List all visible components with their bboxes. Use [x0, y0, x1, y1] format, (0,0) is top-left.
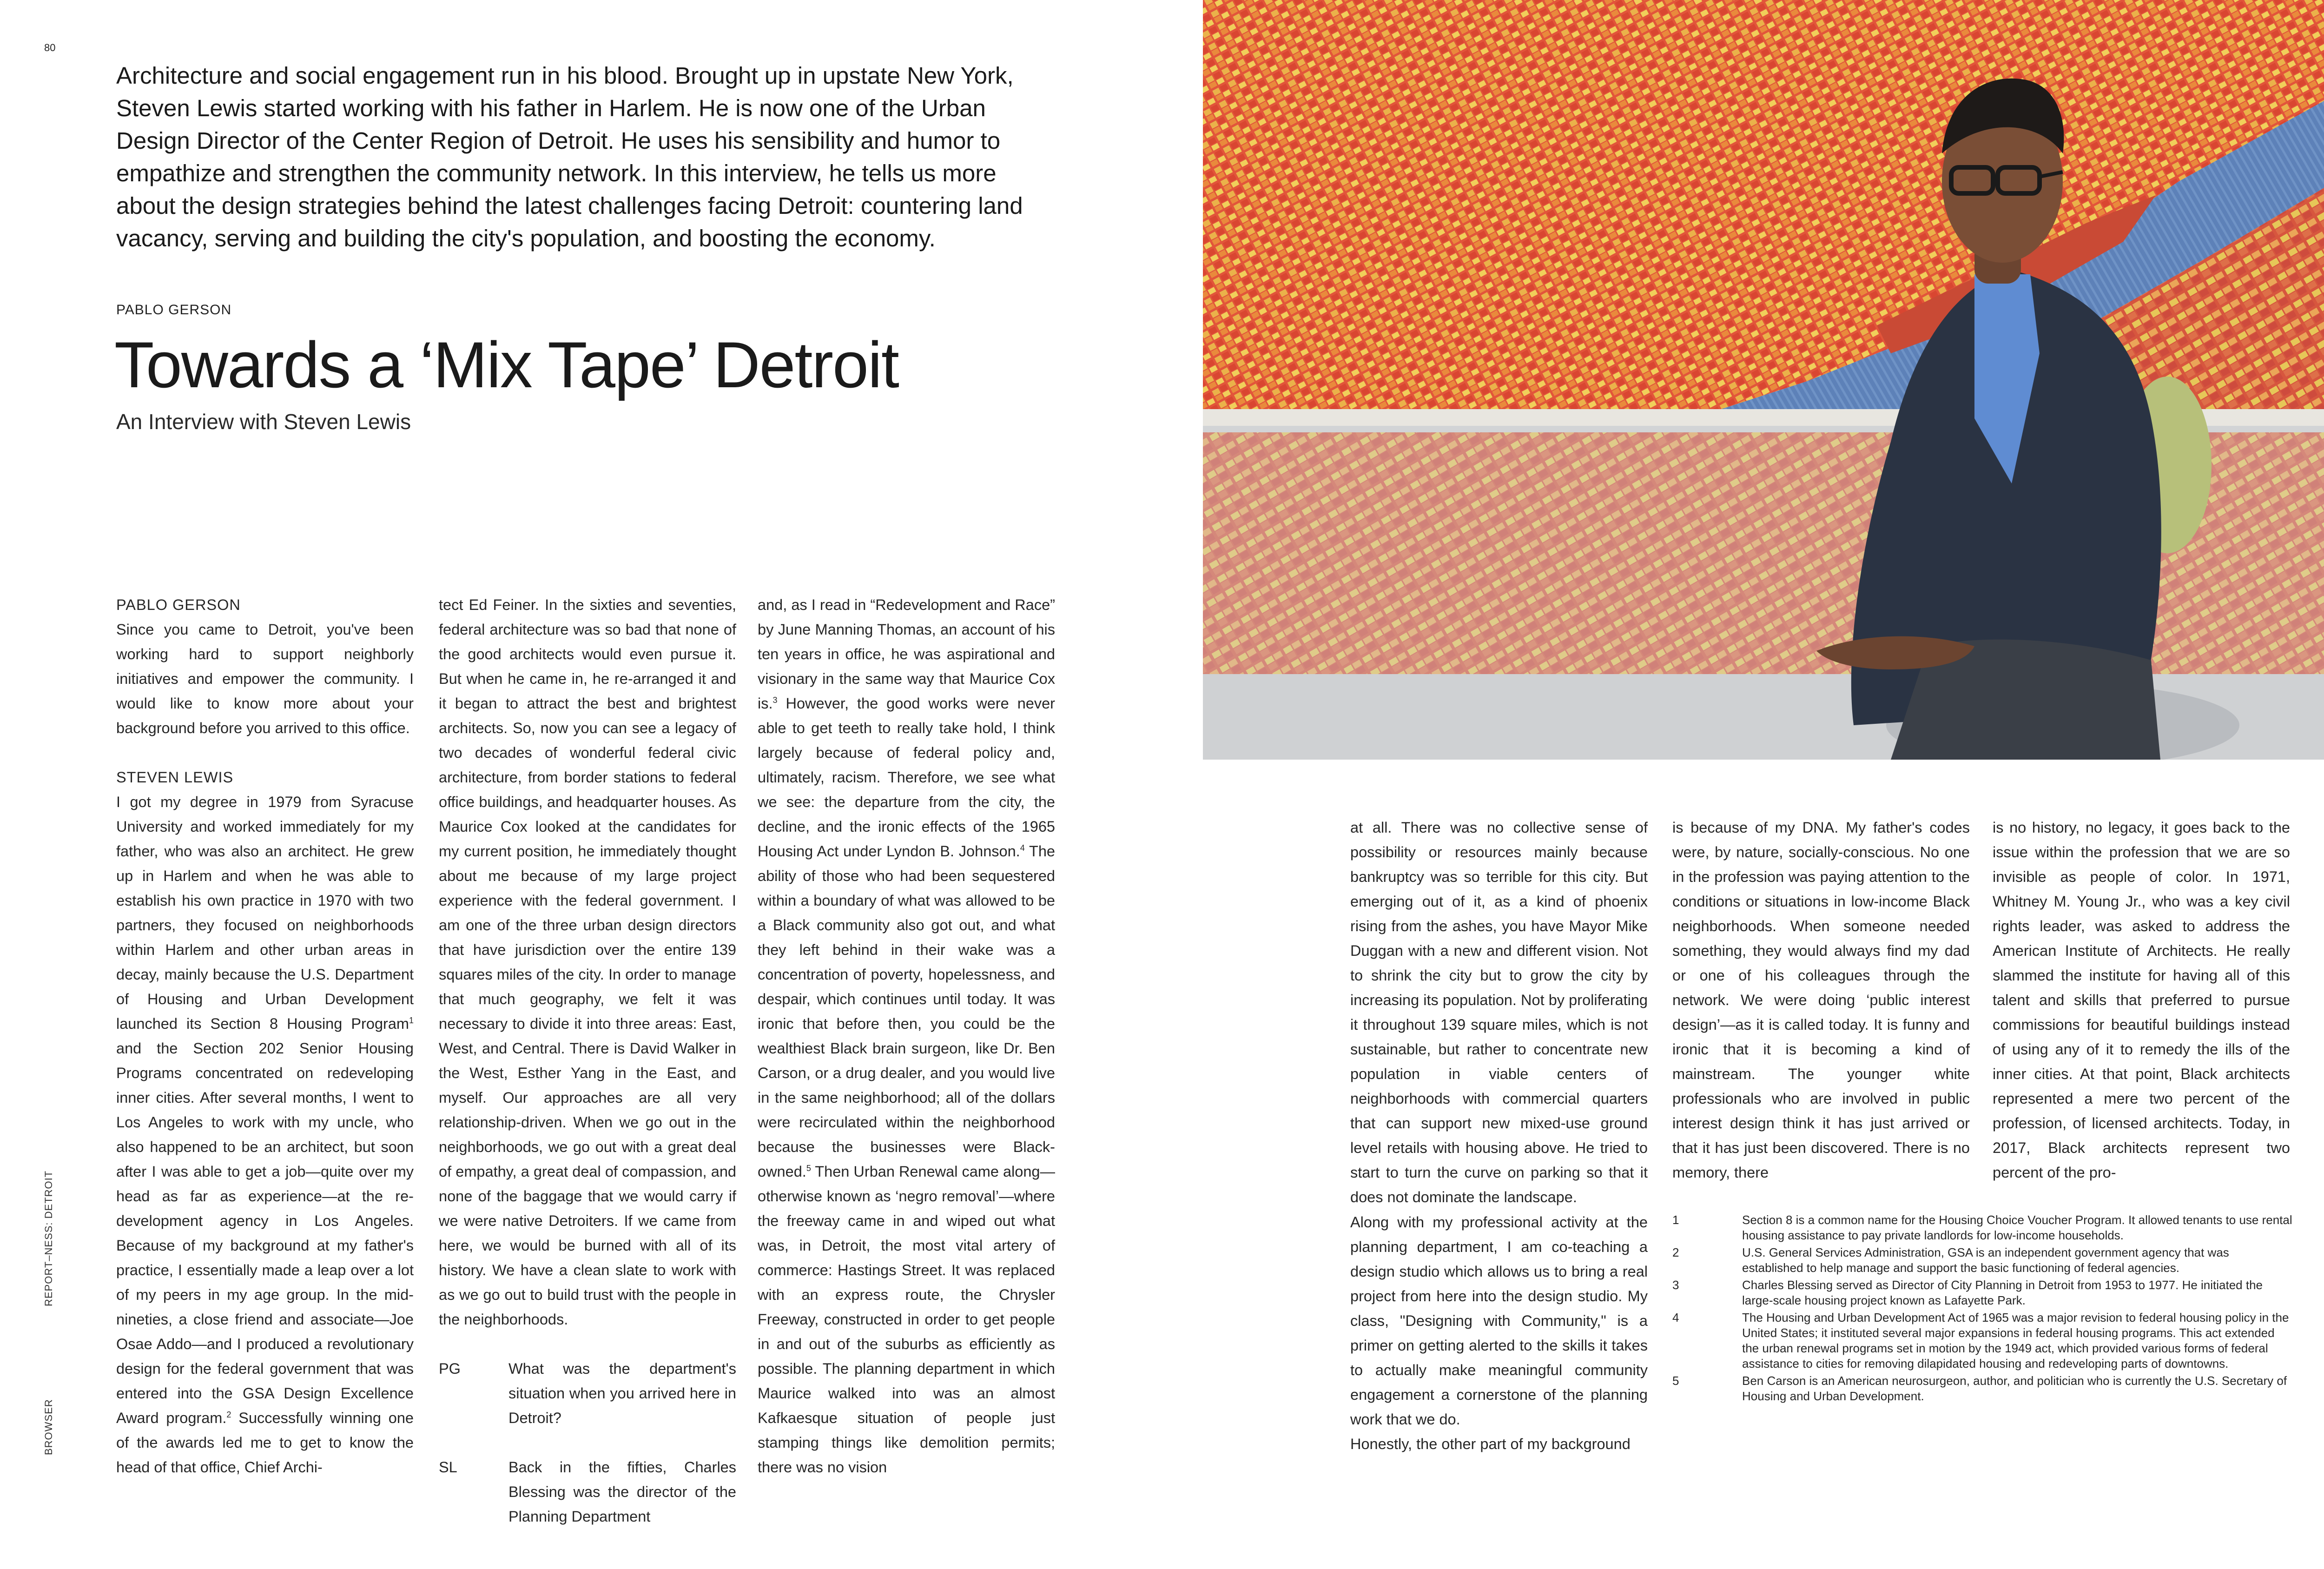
byline: PABLO GERSON	[116, 302, 232, 318]
answer-text: and, as I read in “Redevelopment and Race” by June Manning Thomas, an account of his ten years in office, he was aspirational and visionary in the same way that Maurice Cox is.$^3$ However, the good works were never able to get teeth to really take hold, I think largely because of federal policy and, ultimately, racism. Therefore, we see what we see: the departure from the city, the decline, and the ironic effects of the 1965 Housing Act under Lyndon B. Johnson.$^4$ The ability of those who had been sequestered within a boundary of what was allowed to be a Black community also got out, and what they left behind in their wake was a concentration of poverty, hopelessness, and despair, which continues until today. It was ironic that before then, you could be the wealthiest Black brain surgeon, like Dr. Ben Carson, or a drug dealer, and you would live in the same neighborhood; all of the dollars were recirculated within the neighborhood because the businesses were Black-owned.$^5$ Then Urban Renewal came along—otherwise known as ‘negro removal’—where the freeway came in and wiped out what was, in Detroit, the most vital artery of commerce: Hastings Street. It was replaced with an express route, the Chrysler Freeway, constructed in order to get people in and out of the suburbs as efficiently as possible. The planning department in which Maurice walked into was an almost Kafkaesque situation of people just stamping things like demolition permits; there was no vision	[758, 596, 1055, 1476]
body-column-4-continued	[1350, 1210, 1648, 1456]
footnote: 3 Charles Blessing served as Director of City Planning in Detroit from 1953 to 1977. He initiated the large-scale housing project known as Lafayette Park.	[1672, 1278, 2263, 1307]
footnote-ref: 1	[409, 1016, 414, 1026]
body-column-1	[116, 593, 414, 1480]
photo-illustration	[1203, 0, 2324, 760]
speaker-tag: PG	[439, 1360, 461, 1377]
footnote-ref: 5	[806, 1164, 811, 1173]
article-title: Towards a ‘Mix Tape’ Detroit	[114, 328, 898, 401]
footnote-ref: 3	[772, 695, 778, 705]
body-column-3	[758, 593, 1055, 1480]
portrait-photo	[1203, 0, 2324, 760]
footnote: 4 The Housing and Urban Development Act of 1965 was a major revision to federal housing policy in the United States; it instituted several major expansions in federal housing programs. This act extended the urban renewal programs set in motion by the 1949 act, which provided various forms of federal assistance to cities for removing dilapidated housing and redeveloping parts of downtowns.	[1672, 1311, 2289, 1370]
section-label: REPORT–NESS: DETROIT	[43, 1170, 54, 1306]
answer-text: at all. There was no collective sense of possibility or resources mainly because bankruptcy was so terrible for this city. But emerging out of it, as a kind of phoenix rising from the ashes, you have Mayor Mike Duggan with a new and different vision. Not to shrink the city but to grow the city by increasing its population. Not by proliferating it throughout 139 square miles, which is not sustainable, but rather to concentrate new population in viable centers of neighborhoods with commercial quarters that can support new mixed-use ground level retails with housing above. He tried to start to turn the curve on parking so that it does not dominate the landscape.	[1350, 819, 1648, 1205]
footnote: 2 U.S. General Services Administration, GSA is an independent government agency that was established to help manage and support the basic functioning of federal agencies.	[1672, 1245, 2229, 1275]
article-subtitle: An Interview with Steven Lewis	[116, 410, 411, 434]
answer-text: Along with my professional activity at the planning department, I am co-teaching a design studio which allows us to bring a real project from here into the design studio. My class, "Designing with Community," is a primer on getting alerted to the skills it takes to actually make meaningful community engagement a cornerstone of the planning work that we do.	[1350, 1214, 1648, 1428]
body-column-5	[1672, 815, 1970, 1185]
body-column-6	[1993, 815, 2290, 1185]
speaker-label: STEVEN LEWIS	[116, 769, 234, 786]
footnote: 5 Ben Carson is an American neurosurgeon, author, and politician who is currently the U.S. Secretary of Housing and Urban Development.	[1672, 1374, 2287, 1403]
answer-text: Back in the fifties, Charles Blessing was the director of the Planning Department	[508, 1459, 736, 1525]
speaker-tag: SL	[439, 1459, 457, 1476]
question-block	[439, 1357, 736, 1430]
answer-text: is because of my DNA. My father's codes were, by nature, socially-conscious. No one in the profession was paying attention to the conditions or situations in low-income Black neighborhoods. When someone needed something, they would always find my dad or one of his colleagues through the network. We were doing ‘public interest design’—as it is called today. It is funny and ironic that it is becoming a kind of mainstream. The younger white professionals who are involved in public interest design think it has just arrived or that it has just been discovered. There is no memory, there	[1672, 819, 1970, 1181]
footnotes	[1672, 1212, 2293, 1404]
footnote-ref: 4	[1020, 843, 1025, 853]
question-text: Since you came to Detroit, you've been working hard to support neighborly initiatives and empower the community. I would like to know more about your background before you arrived to this office.	[116, 621, 414, 736]
answer-text: I got my degree in 1979 from Syracuse University and worked immediately for my father, who was also an architect. He grew up in Harlem and when he was able to establish his own practice in 1970 with two partners, they focused on neighborhoods within Harlem and other urban areas in decay, mainly because the U.S. Department of Housing and Urban Development launched its Section 8 Housing Program$^1$ and the Section 202 Senior Housing Programs concentrated on redeveloping inner cities. After several months, I went to Los Angeles to work with my uncle, who also happened to be an architect, but soon after I was able to get a job—quite over my head as far as experience—at the re-development agency in Los Angeles. Because of my background at my father's practice, I essentially made a leap over a lot of my peers in my age group. In the mid-nineties, a close friend and associate—Joe Osae Addo—and I produced a revolutionary design for the federal government that was entered into the GSA Design Excellence Award program.$^2$ Successfully winning one of the awards led me to get to know the head of that office, Chief Archi-	[116, 794, 414, 1476]
body-column-2	[439, 593, 736, 1529]
footnote-ref: 2	[226, 1410, 231, 1420]
answer-text: tect Ed Feiner. In the sixties and seventies, federal architecture was so bad that none of the good architects would even pursue it. But when he came in, he re-arranged it and it began to attract the best and brightest architects. So, now you can see a legacy of two decades of wonderful federal civic architecture, from border stations to federal office buildings, and headquarter houses. As Maurice Cox looked at the candidates for my current position, he immediately thought about me because of my large project experience with the federal government. I am one of the three urban design directors that have jurisdiction over the entire 139 squares miles of the city. In order to manage that much geography, we felt it was necessary to divide it into three areas: East, West, and Central. There is David Walker in the West, Esther Yang in the East, and myself. Our approaches are all very relationship-driven. When we go out in the neighborhoods, we go out with a great deal of empathy, a great deal of compassion, and none of the baggage that we would carry if we were native Detroiters. If we came from here, we would be burned with all of its history. We have a clean slate to work with as we go out to build trust with the people in the neighborhoods.	[439, 596, 736, 1328]
speaker-label: PABLO GERSON	[116, 596, 241, 613]
answer-block	[439, 1455, 736, 1529]
page-number-left: 80	[44, 42, 56, 53]
intro-paragraph: Architecture and social engagement run in his blood. Brought up in upstate New York, Steven Lewis started working with his father in Harlem. He is now one of the Urban Design Director of the Center Region of Detroit. He uses his sensibility and humor to empathize and strengthen the community network. In this interview, he tells us more about the design strategies behind the latest challenges facing Detroit: countering land vacancy, serving and building the city's population, and boosting the economy.	[116, 62, 1023, 252]
answer-text: is no history, no legacy, it goes back to the issue within the profession that we are so invisible as people of color. In 1971, Whitney M. Young Jr., who was a key civil rights leader, was asked to address the American Institute of Architects. He really slammed the institute for having all of this talent and skills that preferred to pursue commissions for beautiful buildings instead of using any of it to remedy the ills of the inner cities. At that point, Black architects represented a mere two percent of the profession, of licensed architects. Today, in 2017, Black architects represent two percent of the pro-	[1993, 819, 2290, 1181]
magazine-label: BROWSER	[43, 1399, 54, 1455]
answer-text: Honestly, the other part of my background	[1350, 1436, 1631, 1452]
body-column-4	[1350, 815, 1648, 1210]
footnote: 1 Section 8 is a common name for the Housing Choice Voucher Program. It allowed tenants to use rental housing assistance to pay private landlords for low-income households.	[1672, 1213, 2292, 1242]
question-text: What was the department's situation when you arrived here in Detroit?	[508, 1360, 736, 1426]
